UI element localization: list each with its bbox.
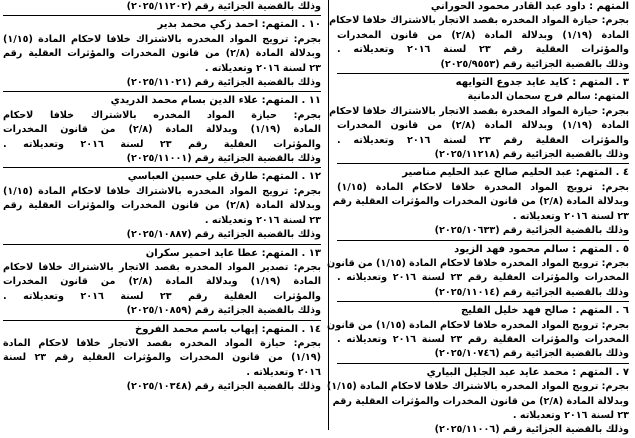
case-number-line: وذلك بالقضية الجزائية رقم (٢٠٢٥/١١٠٠٦) — [434, 424, 629, 436]
defendant-line: ٦ . المتهم : صالح فهد خليل الفليج — [460, 305, 629, 317]
case-number-line: وذلك بالقضية الجزائية رقم (٢٠٢٥/١٠٣٤٨) — [126, 381, 321, 393]
charge-line: بجرم: حيازة المواد المخدرة بقصد الاتجار بالاشتراك خلافا لاحكام — [329, 105, 629, 117]
charge-line: بجرم: حيازة المواد المخدره بقصد الاتجار خلافا لاحكام المادة — [3, 337, 321, 349]
charge-line: والمؤثرات العقلية رقم ٢٣ لسنة ٢٠١٦ وتعديلاته . — [337, 134, 629, 146]
column-divider — [328, 0, 329, 430]
defendant-line: المتهم : داود عبد القادر محمود الحوراني — [430, 1, 629, 12]
case-entry — [3, 0, 321, 14]
charge-line: المادة (١/١٩) وبدلالة المادة (٢/٨) من قانون المخدرات — [3, 276, 321, 288]
case-entry — [327, 243, 629, 301]
defendant-line: ١٤ . المتهم: إيهاب باسم محمد الفروخ — [135, 323, 321, 335]
charge-line: بجرم: ترويج المواد المخدرة خلافا لاحكام المادة (١/١٥) — [337, 181, 629, 193]
entry-separator — [3, 91, 321, 92]
case-number-line: وذلك بالقضية الجزائية رقم (٢٠٢٥/١٠٨٥٩) — [126, 305, 321, 317]
charge-line: المخدرات والمؤثرات العقلية رقم ٢٣ لسنة ٢٠١٦ وتعديلاته . — [337, 272, 629, 284]
case-entry — [3, 323, 321, 395]
charge-line: بجرم: حيازة المواد المخدره بالاشتراك خلافا لاحكام — [3, 109, 321, 121]
case-entry — [329, 0, 629, 72]
charge-line: ٢٣ لسنة ٢٠١٦ وتعديلاته . — [512, 210, 629, 222]
case-entry — [329, 76, 629, 162]
entry-separator — [3, 244, 321, 245]
charge-line: المخدرات والمؤثرات العقلية رقم ٢٣ لسنة ٢٠١٦ وتعديلاته . — [337, 333, 629, 345]
entry-separator — [337, 363, 629, 364]
entry-separator — [337, 73, 629, 74]
defendant-line: ١١ . المتهم: علاء الدين بسام محمد الدريدي — [110, 95, 321, 107]
case-number-line: وذلك بالقضية الجزائية رقم (٢٠٢٥/١٠٦٣٣) — [434, 225, 629, 237]
charge-line: بجرم: ترويج المواد المخدره بالاشتراك خلافا لاحكام المادة (١/١٥) — [326, 381, 629, 393]
case-entry — [326, 366, 629, 438]
charge-line: بجرم: ترويج المواد المخدره خلافا لاحكام المادة (١/١٥) من قانون — [327, 319, 629, 331]
case-number-line: وذلك بالقضية الجزائية رقم (٢٠٢٥/١١٠٢١) — [126, 77, 321, 89]
left-column — [3, 0, 321, 430]
defendant-line: ١٠ . المتهم: احمد زكي محمد بدير — [157, 19, 321, 31]
charge-line: المادة (١/١٩) وبدلالة المادة (٢/٨) من قانون المخدرات — [337, 120, 629, 132]
charge-line: بجرم: حيازة المواد المخدره بقصد الاتجار بالاشتراك خلافا لاحكام — [329, 15, 629, 27]
defendant-line: ٧ . المتهم : محمد عايد عبد الجليل البياري — [426, 366, 629, 378]
case-entry — [3, 94, 321, 166]
case-number-line: وذلك بالقضية الجزائية رقم (٢٠٢٥/١١٢٠٢) — [126, 1, 321, 12]
right-column — [326, 0, 629, 436]
charge-line: المادة (١/١٩) وبدلالة المادة (٢/٨) من قانون المخدرات — [3, 124, 321, 136]
charge-line: والمؤثرات العقلية رقم ٢٣ لسنة ٢٠١٦ وتعديلاته . — [3, 138, 322, 150]
charge-line: بجرم: ترويج المواد المخدره بالاشتراك خلافا لاحكام المادة (١/١٥) — [3, 33, 321, 45]
entry-separator — [3, 320, 321, 321]
charge-line: ٢٠١٦ وتعديلاته . — [246, 366, 321, 378]
entry-separator — [3, 167, 321, 168]
entry-separator — [337, 240, 629, 241]
defendant-line: ٣ . المتهم : كايد عايد جدوع التوايهه — [455, 77, 629, 89]
case-number-line: وذلك بالقضية الجزائية رقم (٢٠٢٥/٩٥٥٣) — [440, 58, 629, 70]
charge-line: وبدلالة المادة (٢/٨) من قانون المخدرات والمؤثرات العقلية رقم — [332, 196, 629, 208]
charge-line: وبدلالة المادة (٢/٨) من قانون المخدرات والمؤثرات العقلية رقم — [3, 200, 321, 212]
defendant-line: ٤ . المتهم: عبد الحليم صالح عبد الحليم مناصير — [402, 167, 629, 179]
charge-line: (١/١٩) من قانون المخدرات والمؤثرات العقلية رقم ٢٣ لسنة — [3, 352, 321, 364]
charge-line: بجرم: تصدير المواد المخدره بقصد الاتجار بالاشتراك خلافا لاحكام — [3, 261, 321, 273]
charge-line: والمؤثرات العقلية رقم ٢٣ لسنة ٢٠١٦ وتعديلاته . — [3, 290, 322, 302]
charge-line: وبدلالة المادة (٢/٨) من قانون المخدرات والمؤثرات العقلية رقم — [3, 48, 321, 60]
charge-line: المتهم: سالم فرج سحمان الدمانية — [467, 91, 629, 103]
charge-line: ٢٣ لسنة ٢٠١٦ وتعديلاته . — [512, 409, 629, 421]
case-number-line: وذلك بالقضية الجزائية رقم (٢٠٢٥/١١٢١٨) — [434, 149, 629, 161]
charge-line: ٢٣ لسنة ٢٠١٦ وتعديلاته . — [204, 214, 321, 226]
case-entry — [327, 304, 629, 362]
entry-separator — [337, 301, 629, 302]
case-entry — [3, 170, 321, 242]
entry-separator — [337, 163, 629, 164]
case-number-line: وذلك بالقضية الجزائية رقم (٢٠٢٥/١٠٧٤٦) — [434, 348, 629, 360]
defendant-line: ١٣ . المتهم: عطا عايد احمير سكران — [145, 247, 321, 259]
charge-line: بجرم: ترويج المواد المخدره بالاشتراك خلافا لاحكام المادة (١/١٥) — [3, 185, 321, 197]
defendant-line: ٥ . المتهم : سالم محمود فهد الزيود — [454, 243, 629, 255]
entry-separator — [3, 15, 321, 16]
case-entry — [3, 18, 321, 90]
case-number-line: وذلك بالقضية الجزائية رقم (٢٠٢٥/١١٠٠١) — [126, 153, 321, 165]
charge-line: ٢٣ لسنة ٢٠١٦ وتعديلاته . — [204, 62, 321, 74]
defendant-line: ١٢ . المتهم: طارق علي حسين العباسي — [127, 171, 321, 183]
charge-line: والمؤثرات العقلية رقم ٢٣ لسنة ٢٠١٦ وتعديلاته . — [337, 44, 629, 56]
case-entry — [3, 247, 321, 319]
charge-line: وبدلالة المادة (٢/٨) من قانون المخدرات والمؤثرات العقلية رقم — [332, 395, 629, 407]
charge-line: المادة (١/١٩) وبدلالة المادة (٢/٨) من قانون المخدرات — [337, 29, 629, 41]
case-number-line: وذلك بالقضية الجزائية رقم (٢٠٢٥/١٠٨٨٧) — [126, 229, 321, 241]
charge-line: بجرم: ترويج المواد المخدره خلافا لاحكام المادة (١/١٥) من قانون — [327, 257, 629, 269]
case-entry — [332, 166, 629, 238]
case-number-line: وذلك بالقضية الجزائية رقم (٢٠٢٥/١١٠١٤) — [434, 286, 629, 298]
